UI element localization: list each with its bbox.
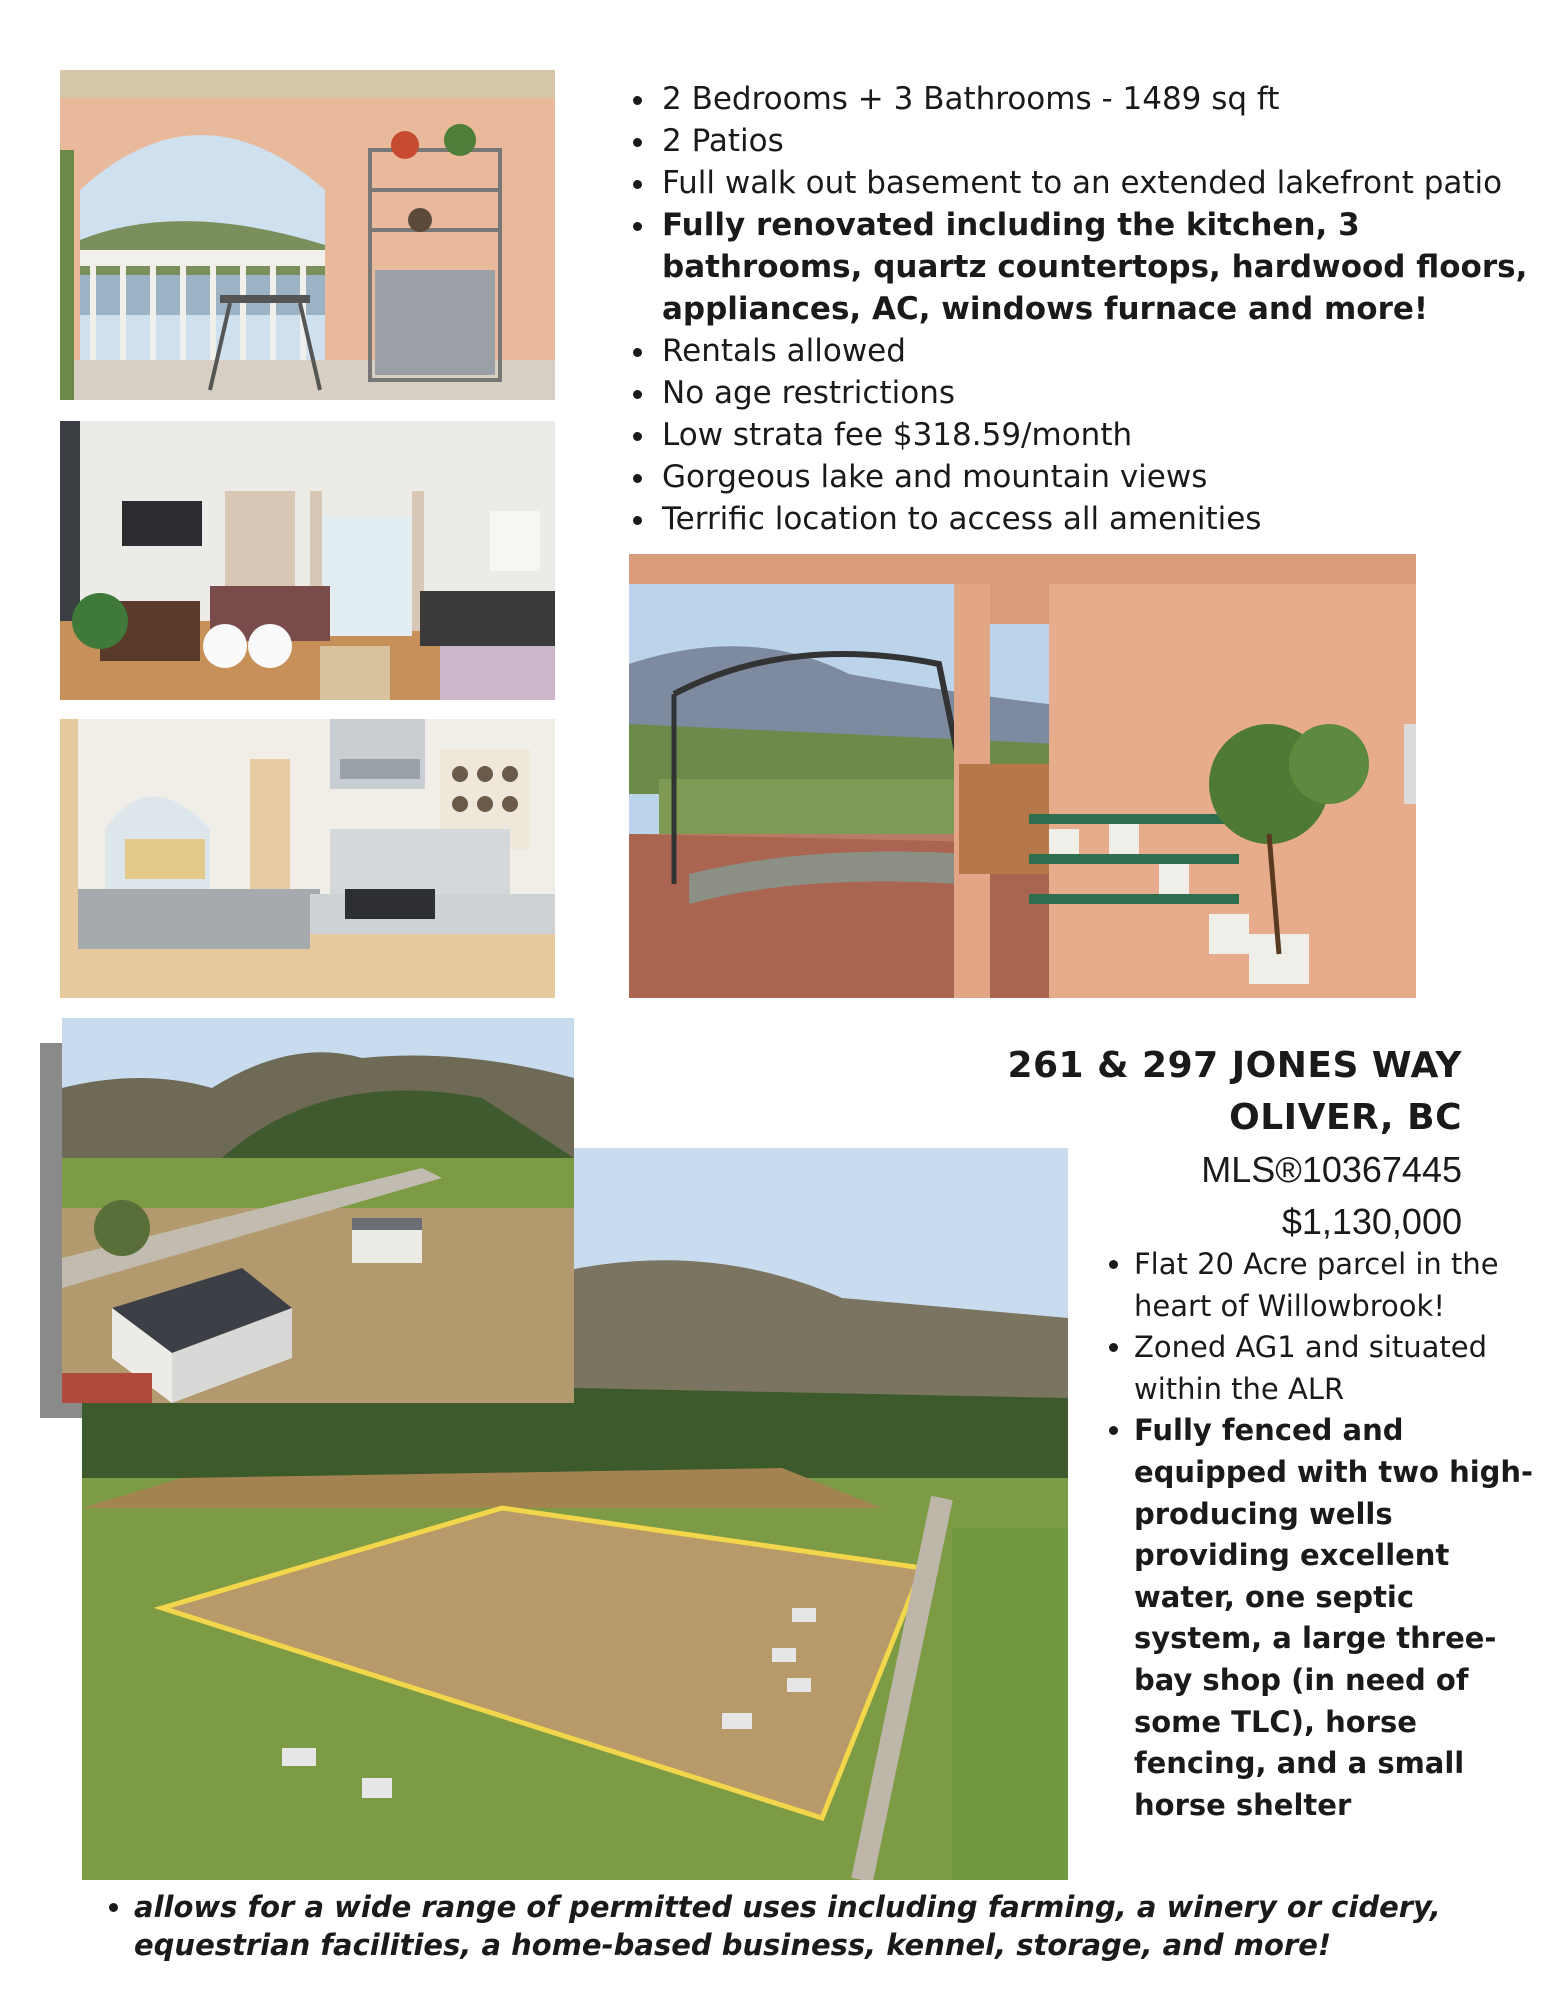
feature-age-restrictions: • No age restrictions — [658, 372, 1538, 414]
living-room-photo — [60, 421, 555, 700]
land-features-list — [1098, 1244, 1534, 1826]
feature-strata-fee: • Low strata fee $318.59/month — [658, 414, 1538, 456]
feature-views: • Gorgeous lake and mountain views — [658, 456, 1538, 498]
feature-permitted-uses: • allows for a wide range of permitted uses including farming, a winery or cidery, equestrian facilities, a home-based business, kennel, storage, and more! — [134, 1888, 1514, 1964]
feature-patios: • 2 Patios — [658, 120, 1538, 162]
lake-patio-photo — [629, 554, 1416, 998]
feature-acreage: • Flat 20 Acre parcel in the heart of Willowbrook! — [1134, 1244, 1534, 1327]
address-block — [1007, 1040, 1462, 1248]
permitted-uses-list — [98, 1888, 1514, 1964]
feature-bedrooms: • 2 Bedrooms + 3 Bathrooms - 1489 sq ft — [658, 78, 1538, 120]
feature-zoning: • Zoned AG1 and situated within the ALR — [1134, 1327, 1534, 1410]
feature-fencing-wells: • Fully fenced and equipped with two high-producing wells providing excellent water, one septic system, a large three-bay shop (in need of some TLC), horse fencing, and a small horse shelter — [1134, 1410, 1534, 1826]
balcony-photo — [60, 70, 555, 400]
feature-walkout-basement: • Full walk out basement to an extended lakefront patio — [658, 162, 1538, 204]
mls-number: MLS®10367445 — [1201, 1149, 1462, 1190]
feature-location: • Terrific location to access all amenities — [658, 498, 1538, 540]
property-features-list — [628, 78, 1538, 540]
feature-renovations: • Fully renovated including the kitchen, 3 bathrooms, quartz countertops, hardwood floors, appliances, AC, windows furnace and more! — [658, 204, 1538, 330]
kitchen-photo — [60, 719, 555, 998]
aerial-shop-photo — [62, 1018, 574, 1403]
city-province: OLIVER, BC — [1229, 1097, 1462, 1138]
listing-price: $1,130,000 — [1281, 1201, 1462, 1242]
feature-rentals: • Rentals allowed — [658, 330, 1538, 372]
street-address: 261 & 297 JONES WAY — [1007, 1045, 1462, 1086]
